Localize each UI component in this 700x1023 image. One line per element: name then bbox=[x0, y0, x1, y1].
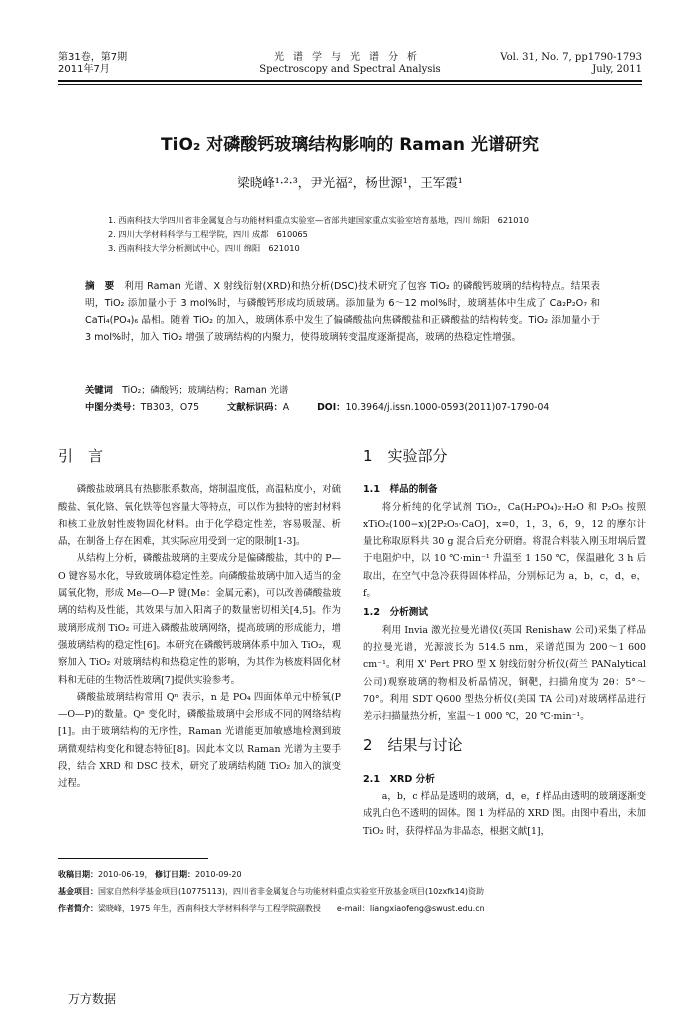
doc-code-label: 文献标识码： bbox=[226, 402, 283, 413]
clc-label: 中图分类号： bbox=[85, 402, 141, 413]
body-paragraph: 磷酸盐玻璃结构常用 Qⁿ 表示，n 是 PO₄ 四面体单元中桥氧(P—O—P)的数量。Qⁿ 变化时，磷酸盐玻璃中会形成不同的网络结构[1]。由于玻璃结构的无序性，Raman 光谱能更加敏感地检测到玻璃微观结构变化和键态特征[8]。因此本文以 Raman 光谱为主要手段，结合 XRD 和 DSC 技术，研究了玻璃结构随 TiO₂ 加入的演变过程。 bbox=[58, 691, 341, 790]
keywords-label: 关键词 bbox=[85, 385, 113, 396]
fund-text: 国家自然科学基金项目(10775113)，四川省非金属复合与功能材料重点实验室开放基金项目(10zxfk14)资助 bbox=[98, 887, 484, 896]
section-heading-experiment: 1 实验部分 bbox=[363, 447, 448, 465]
author-list: 梁晓峰¹·²·³，尹光福²，杨世源¹，王军霞¹ bbox=[237, 175, 463, 190]
journal-name-en: Spectroscopy and Spectral Analysis bbox=[259, 64, 441, 75]
affiliation-item: 3. 西南科技大学分析测试中心，四川 绵阳 621010 bbox=[108, 243, 300, 253]
citation-pages: Vol. 31, No. 7, pp1790-1793 bbox=[500, 52, 642, 63]
abstract-label: 摘 要 bbox=[85, 281, 115, 292]
doc-code: A bbox=[282, 402, 290, 413]
doi-label: DOI： bbox=[317, 402, 346, 413]
body-paragraph: 利用 Invia 激光拉曼光谱仪(英国 Renishaw 公司)采集了样品的拉曼光谱，光源波长为 514.5 nm，采谱范围为 200～1 600 cm⁻¹。利用 X' Pert PRO 型 X 射线衍射分析仪(荷兰 PANalytical 公司)观察玻璃的物相及析晶情况，铜靶，扫描角度为 2θ：5°～70°。利用 SDT Q600 型热分析仪(美国 TA 公司)对玻璃样品进行差示扫描量热分析，室温～1 000 ℃，20 ℃·min⁻¹。 bbox=[363, 624, 646, 723]
subsection-heading: 1.1 样品的制备 bbox=[363, 484, 438, 496]
abstract bbox=[85, 278, 600, 346]
revised-label: 修订日期： bbox=[155, 870, 196, 879]
fund-label: 基金项目： bbox=[58, 887, 98, 896]
received-label: 收稿日期： bbox=[58, 870, 98, 879]
header-rule bbox=[58, 80, 642, 82]
watermark: 万方数据 bbox=[68, 992, 117, 1006]
issue-date: 2011年7月 bbox=[58, 64, 110, 75]
volume-issue: 第31卷，第7期 bbox=[58, 52, 128, 63]
doi: 10.3964/j.issn.1000-0593(2011)07-1790-04 bbox=[345, 402, 550, 413]
left-column bbox=[58, 444, 341, 793]
author-bio-text: 梁晓峰，1975 年生，西南科技大学材料科学与工程学院副教授 e-mail：liangxiaofeng@swust.edu.cn bbox=[98, 904, 485, 913]
footnote-rule bbox=[58, 858, 208, 859]
right-column bbox=[363, 444, 646, 840]
abstract-text: 利用 Raman 光谱、X 射线衍射(XRD)和热分析(DSC)技术研究了包容 TiO₂ 的磷酸钙玻璃的结构特点。结果表明，TiO₂ 添加量小于 3 mol%时，与磷酸钙形成均质玻璃。添加量为 6～12 mol%时，玻璃基体中生成了 Ca₂P₂O₇ 和 CaTi₄(PO₄)₆ 晶相。随着 TiO₂ 的加入，玻璃体系中发生了偏磷酸盐向焦磷酸盐和正磷酸盐的结构转变。TiO₂ 添加量小于 3 mol%时，加入 TiO₂ 增强了玻璃结构的内聚力，使得玻璃转变温度逐渐提高，玻璃的热稳定性增强。 bbox=[85, 281, 601, 343]
citation-info bbox=[500, 52, 642, 76]
revised-date: 2010-09-20 bbox=[195, 870, 242, 879]
subsection-heading: 2.1 XRD 分析 bbox=[363, 773, 435, 785]
keywords-text: TiO₂；磷酸钙；玻璃结构；Raman 光谱 bbox=[122, 385, 289, 396]
subsection-heading: 1.2 分析测试 bbox=[363, 607, 428, 619]
body-paragraph: 将分析纯的化学试剂 TiO₂，Ca(H₂PO₄)₂·H₂O 和 P₂O₅ 按照 xTiO₂(100−x)[2P₂O₅·CaO]，x=0，1，3，6，9，12 的摩尔计量比称取原料共 30 g 混合后充分研磨。将混合料装入刚玉坩埚后置于电阻炉中，以 10 ℃·min⁻¹ 升温至 1 150 ℃，保温融化 3 h 后取出，在空气中急冷获得固体样品，分别标记为 a，b，c，d，e，f。 bbox=[363, 501, 646, 600]
affiliation-item: 2. 四川大学材料科学与工程学院，四川 成都 610065 bbox=[108, 229, 308, 239]
received-date: 2010-06-19， bbox=[98, 870, 153, 879]
section-heading-results: 2 结果与讨论 bbox=[363, 736, 463, 755]
body-paragraph: 从结构上分析，磷酸盐玻璃的主要成分是偏磷酸盐，其中的 P—O 键容易水化，导致玻璃体稳定性差。向磷酸盐玻璃中加入适当的金属氧化物，形成 Me—O—P 键(Me：金属元素)，可以改善磷酸盐玻璃的结构及性能，其效果与加入阳离子的数量密切相关[4,5]。作为玻璃形成剂 TiO₂ 可进入磷酸盐玻璃网络，提高玻璃的形成能力，增强玻璃结构的稳定性[6]。本研究在磷酸钙玻璃体系中加入 TiO₂，观察加入 TiO₂ 对玻璃结构和热稳定性的影响，为其作为核废料固化材料和无硅的生物活性玻璃[7]提供实验参考。 bbox=[58, 553, 341, 686]
body-paragraph: 磷酸盐玻璃具有热膨胀系数高，熔制温度低，高温粘度小，对硫酸盐、氧化铬、氧化铁等包容量大等特点，可以作为独特的密封材料和核工业放射性废物固化材料。由于化学稳定性差，容易吸湿、析晶，在制备上存在困难，其实际应用受到一定的限制[1-3]。 bbox=[58, 484, 341, 548]
keywords-block bbox=[85, 382, 630, 416]
affiliations bbox=[108, 213, 630, 255]
citation-date: July, 2011 bbox=[592, 64, 642, 75]
clc-number: TB303，O75 bbox=[140, 402, 200, 413]
paper-title: TiO₂ 对磷酸钙玻璃结构影响的 Raman 光谱研究 bbox=[161, 135, 539, 155]
header-rule-thin bbox=[58, 84, 642, 85]
section-heading-intro: 引 言 bbox=[58, 447, 104, 465]
author-bio-label: 作者简介： bbox=[58, 904, 98, 913]
journal-name-zh: 光谱学与光谱分析 bbox=[274, 52, 426, 63]
body-paragraph: a，b，c 样品是透明的玻璃，d，e，f 样品由透明的玻璃逐渐变成乳白色不透明的固体。图 1 为样品的 XRD 图。由图中看出，未加 TiO₂ 时，获得样品为非晶态，根据文献[1]， bbox=[363, 791, 646, 837]
affiliation-item: 1. 西南科技大学四川省非金属复合与功能材料重点实验室—省部共建国家重点实验室培育基地，四川 绵阳 621010 bbox=[108, 215, 529, 225]
footnotes bbox=[58, 866, 640, 917]
running-header bbox=[58, 52, 642, 92]
